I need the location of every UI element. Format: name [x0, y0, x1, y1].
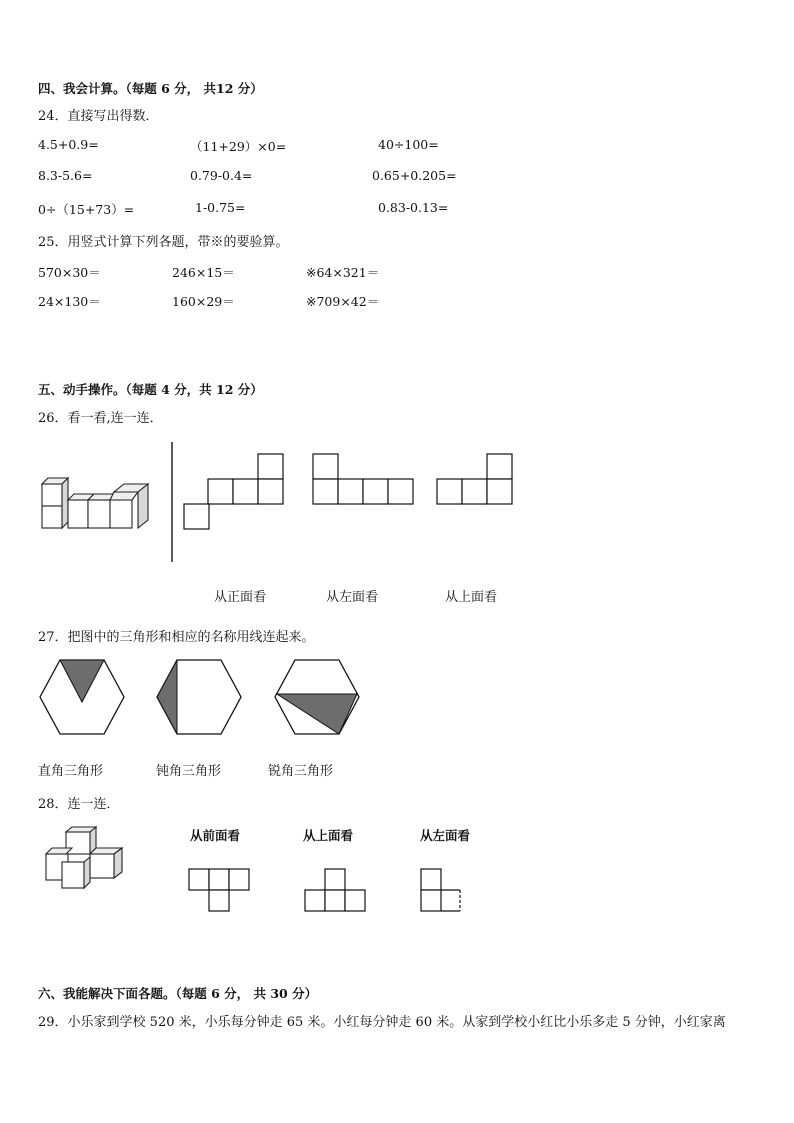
question-24-prompt: 24．直接写出得数．: [38, 109, 159, 124]
view-label-left: 从左面看: [326, 590, 379, 605]
divider-line: [170, 442, 174, 562]
view-label-front: 从正面看: [214, 590, 267, 605]
question-27-prompt: 27．把图中的三角形和相应的名称用线连起来。: [38, 630, 315, 645]
calc-item: 570×30＝: [38, 265, 101, 280]
calc-item: 246×15＝: [172, 265, 235, 280]
q28-view-label-left: 从左面看: [420, 828, 471, 843]
section-6-title: 六、我能解决下面各题。（每题 6 分， 共 30 分）: [38, 986, 318, 1001]
q28-view-shape-a: [188, 868, 252, 912]
view-shape-a: [183, 453, 285, 531]
block-solid-figure: [44, 826, 128, 890]
q28-view-label-top: 从上面看: [303, 828, 354, 843]
question-28-prompt: 28．连一连．: [38, 797, 120, 812]
view-shape-b: [312, 453, 416, 507]
view-shape-c: [436, 453, 516, 507]
view-label-top: 从上面看: [445, 590, 498, 605]
hexagon-figure-3: [273, 658, 363, 736]
hexagon-figure-2: [155, 658, 245, 736]
q28-view-label-front: 从前面看: [190, 828, 241, 843]
calc-item: 0.79-0.4=: [190, 168, 253, 183]
q28-view-shape-b: [304, 868, 368, 912]
calc-item: 160×29＝: [172, 294, 235, 309]
section-4-title: 四、我会计算。（每题 6 分， 共12 分）: [38, 81, 263, 96]
calc-item: 40÷100=: [378, 137, 439, 152]
question-26-prompt: 26．看一看,连一连．: [38, 411, 163, 426]
calc-item: （11+29）×0=: [190, 139, 287, 154]
calc-item: 24×130＝: [38, 294, 101, 309]
calc-item: 0÷（15+73）=: [38, 202, 135, 217]
calc-item: 4.5+0.9=: [38, 137, 99, 152]
triangle-name-obtuse: 钝角三角形: [156, 764, 222, 779]
calc-item: 0.65+0.205=: [372, 168, 457, 183]
question-29-text: 29．小乐家到学校 520 米，小乐每分钟走 65 米。小红每分钟走 60 米。从家到学校小红比小乐多走 5 分钟，小红家离: [38, 1015, 726, 1030]
calc-item: 0.83-0.13=: [378, 200, 449, 215]
calc-item: ※64×321＝: [306, 265, 380, 280]
q28-view-shape-c: [420, 868, 466, 912]
calc-item: ※709×42＝: [306, 294, 380, 309]
section-5-title: 五、动手操作。（每题 4 分，共 12 分）: [38, 382, 263, 397]
question-25-prompt: 25．用竖式计算下列各题，带※的要验算。: [38, 235, 289, 250]
hexagon-figure-1: [38, 658, 128, 736]
calc-item: 1-0.75=: [195, 200, 246, 215]
triangle-name-acute: 锐角三角形: [268, 764, 334, 779]
cube-solid-figure: [38, 476, 158, 532]
triangle-name-right: 直角三角形: [38, 764, 104, 779]
calc-item: 8.3-5.6=: [38, 168, 93, 183]
